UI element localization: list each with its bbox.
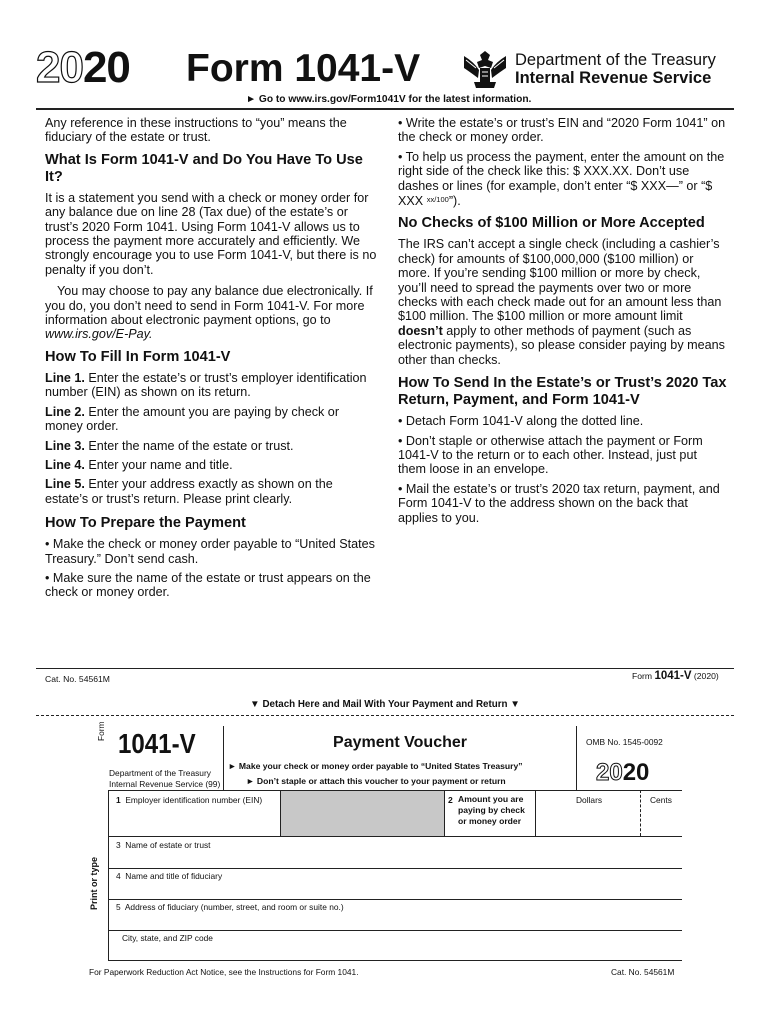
- voucher-form-number: 1041-V: [118, 728, 196, 759]
- irs-name: Internal Revenue Service: [515, 69, 712, 87]
- voucher-left-rule: [108, 790, 109, 960]
- instructions-footer-rule: [36, 668, 734, 669]
- right-bullet-2-text: • To help us process the payment, enter the amount on the right side of the check like this: $ XXX.XX. Don’t use dashes or lines (for example, don’t enter “$ XXX—” or “$ XXX: [398, 149, 725, 209]
- line-4-instr: [45, 458, 377, 472]
- form-year: [36, 44, 130, 92]
- line-1-text: Enter the estate’s or trust’s employer identification number (EIN) as shown on its return.: [45, 370, 367, 400]
- cents-label: Cents: [650, 795, 672, 805]
- fiduciary-address-input[interactable]: [109, 914, 682, 930]
- intro-text: Any reference in these instructions to “you” means the fiduciary of the estate or trust.: [45, 116, 347, 145]
- form-year-solid: 20: [82, 43, 130, 92]
- voucher-form-side-label: Form: [96, 721, 106, 741]
- prepare-heading: How To Prepare the Payment: [45, 515, 246, 532]
- voucher-dept-1: Department of the Treasury: [109, 768, 211, 778]
- send-bullet-3: • Mail the estate’s or trust’s 2020 tax return, payment, and Form 1041-V to the address shown on the back that applies to you.: [398, 481, 720, 525]
- field-5-rule: [108, 930, 682, 931]
- field-1-text: Employer identification number (EIN): [125, 795, 263, 805]
- line-3-text: Enter the name of the estate or trust.: [84, 438, 294, 453]
- field-4-rule: [108, 899, 682, 900]
- form-ref-year: (2020): [691, 671, 719, 681]
- voucher-footer-right: Cat. No. 54561M: [611, 967, 675, 977]
- no-checks-text-b: apply to other methods of payment (such as electronic payments), so please consider paying by means other than checks.: [398, 323, 725, 367]
- voucher-title: Payment Voucher: [333, 734, 467, 751]
- field-1-num: 1: [116, 795, 121, 805]
- no-checks-bold: doesn’t: [398, 323, 443, 338]
- prepare-bullet-1: • Make the check or money order payable to “United States Treasury.” Don’t send cash.: [45, 537, 375, 566]
- voucher-year: [596, 760, 649, 786]
- voucher-instr-1: ► Make your check or money order payable to “United States Treasury”: [228, 761, 523, 771]
- line-3-instr: [45, 439, 377, 453]
- line-5-text: Enter your address exactly as shown on the estate’s or trust’s return. Please print clearly.: [45, 477, 333, 506]
- send-bullet-2: • Don’t staple or otherwise attach the payment or Form 1041-V to the return or to each other. Instead, just put them loose in an envelope.: [398, 433, 703, 477]
- line-1-instr: [45, 371, 377, 400]
- voucher-row-1-bottom: [108, 836, 682, 837]
- right-bullet-2-end: ”).: [448, 194, 461, 209]
- what-para-2-text: You may choose to pay any balance due electronically. If you do, you don’t need to send in Form 1041-V. For more information about electronic payment options, go to: [45, 284, 373, 328]
- line-4-text: Enter your name and title.: [84, 457, 233, 472]
- form-year-outline: 20: [36, 43, 83, 92]
- omb-number: OMB No. 1545-0092: [586, 737, 663, 747]
- form-ref-number: 1041-V: [654, 670, 692, 682]
- header-rule: [36, 108, 734, 110]
- no-checks-text: [398, 237, 728, 367]
- line-2-instr: [45, 405, 377, 434]
- line-2-text: Enter the amount you are paying by check or money order.: [45, 404, 340, 434]
- cat-no-top: Cat. No. 54561M: [45, 674, 110, 684]
- field-2-label-line-2: paying by check: [458, 805, 525, 815]
- prepare-bullet-2: • Make sure the name of the estate or trust appears on the check or money order.: [45, 570, 371, 600]
- ein-input[interactable]: [280, 791, 445, 836]
- detach-instruction: ▼ Detach Here and Mail With Your Payment and Return ▼: [250, 699, 520, 710]
- form-word: Form: [632, 671, 655, 681]
- voucher-dept-2: Internal Revenue Service (99): [109, 779, 221, 789]
- left-column: [45, 116, 377, 600]
- voucher-footer-left: For Paperwork Reduction Act Notice, see the Instructions for Form 1041.: [89, 967, 359, 977]
- field-3-label: 3 Name of estate or trust: [116, 840, 211, 850]
- line-1-label: Line 1.: [45, 370, 85, 385]
- fraction-xx-100: xx/100: [426, 195, 449, 205]
- field-5-label: 5 Address of fiduciary (number, street, and room or suite no.): [116, 902, 344, 912]
- voucher-instr-2: ► Don’t staple or attach this voucher to your payment or return: [246, 776, 506, 786]
- line-5-instr: [45, 477, 377, 506]
- no-checks-heading: No Checks of $100 Million or More Accepted: [398, 215, 705, 232]
- field-2-num: 2: [448, 795, 453, 805]
- send-heading: How To Send In the Estate’s or Trust’s 2020 Tax Return, Payment, and Form 1041-V: [398, 375, 727, 409]
- right-column: [398, 116, 728, 525]
- line-2-label: Line 2.: [45, 404, 85, 419]
- line-4-label: Line 4.: [45, 457, 85, 472]
- dept-treasury: Department of the Treasury: [515, 51, 716, 69]
- what-heading: What Is Form 1041-V and Do You Have To Use It?: [45, 151, 363, 185]
- fiduciary-name-input[interactable]: [109, 883, 682, 899]
- dollars-label: Dollars: [576, 795, 603, 805]
- estate-name-input[interactable]: [109, 852, 682, 868]
- eagle-icon: [460, 46, 510, 92]
- voucher-year-outline: 20: [596, 759, 623, 786]
- send-bullet-1: • Detach Form 1041-V along the dotted line.: [398, 414, 644, 429]
- field-2-label-line-3: or money order: [458, 816, 522, 826]
- right-bullet-2: [398, 150, 728, 209]
- voucher-header-divider-2: [576, 726, 577, 790]
- city-state-zip-input[interactable]: [109, 945, 682, 960]
- voucher-bottom-rule: [108, 960, 682, 961]
- right-bullet-1: • Write the estate’s or trust’s EIN and “2020 Form 1041” on the check or money order.: [398, 116, 726, 145]
- what-para-2: [45, 284, 377, 342]
- field-1-label: [116, 795, 262, 805]
- voucher-header-divider-1: [223, 726, 224, 790]
- voucher-year-solid: 20: [622, 759, 650, 786]
- what-para-1: It is a statement you send with a check or money order for any balance due on line 28 (Tax due) of the estate’s or trust’s 2020 Form 1041. Using Form 1041-V allows us to process the payment more accurately and efficiently. We strongly encourage you to use Form 1041-V, but there is no penalty if you don’t.: [45, 190, 377, 277]
- field-3-rule: [108, 868, 682, 869]
- field-2-label: [458, 794, 525, 827]
- field-4-label: 4 Name and title of fiduciary: [116, 871, 223, 881]
- goto-line: ► Go to www.irs.gov/Form1041V for the latest information.: [246, 94, 532, 105]
- form-ref-top: [632, 670, 719, 682]
- line-3-label: Line 3.: [45, 438, 85, 453]
- print-or-type-label: Print or type: [89, 856, 99, 910]
- fill-heading: How To Fill In Form 1041-V: [45, 348, 231, 365]
- irs-eagle-logo: [460, 46, 510, 92]
- city-label: City, state, and ZIP code: [122, 933, 213, 943]
- no-checks-text-a: The IRS can’t accept a single check (including a cashier’s check) for amounts of $100,000,000 ($100 million) or more. If you’re sending $100 million or more by check, you’ll need to spread the payments over two or more checks with each check made out for an amount less than $100 million. The $100 million or more amount limit: [398, 237, 722, 324]
- field-2-label-line-1: Amount you are: [458, 794, 524, 804]
- line-5-label: Line 5.: [45, 477, 85, 492]
- epay-link[interactable]: www.irs.gov/E-Pay.: [45, 327, 153, 342]
- detach-dotted-line[interactable]: [36, 715, 734, 716]
- form-title: Form 1041-V: [186, 47, 421, 90]
